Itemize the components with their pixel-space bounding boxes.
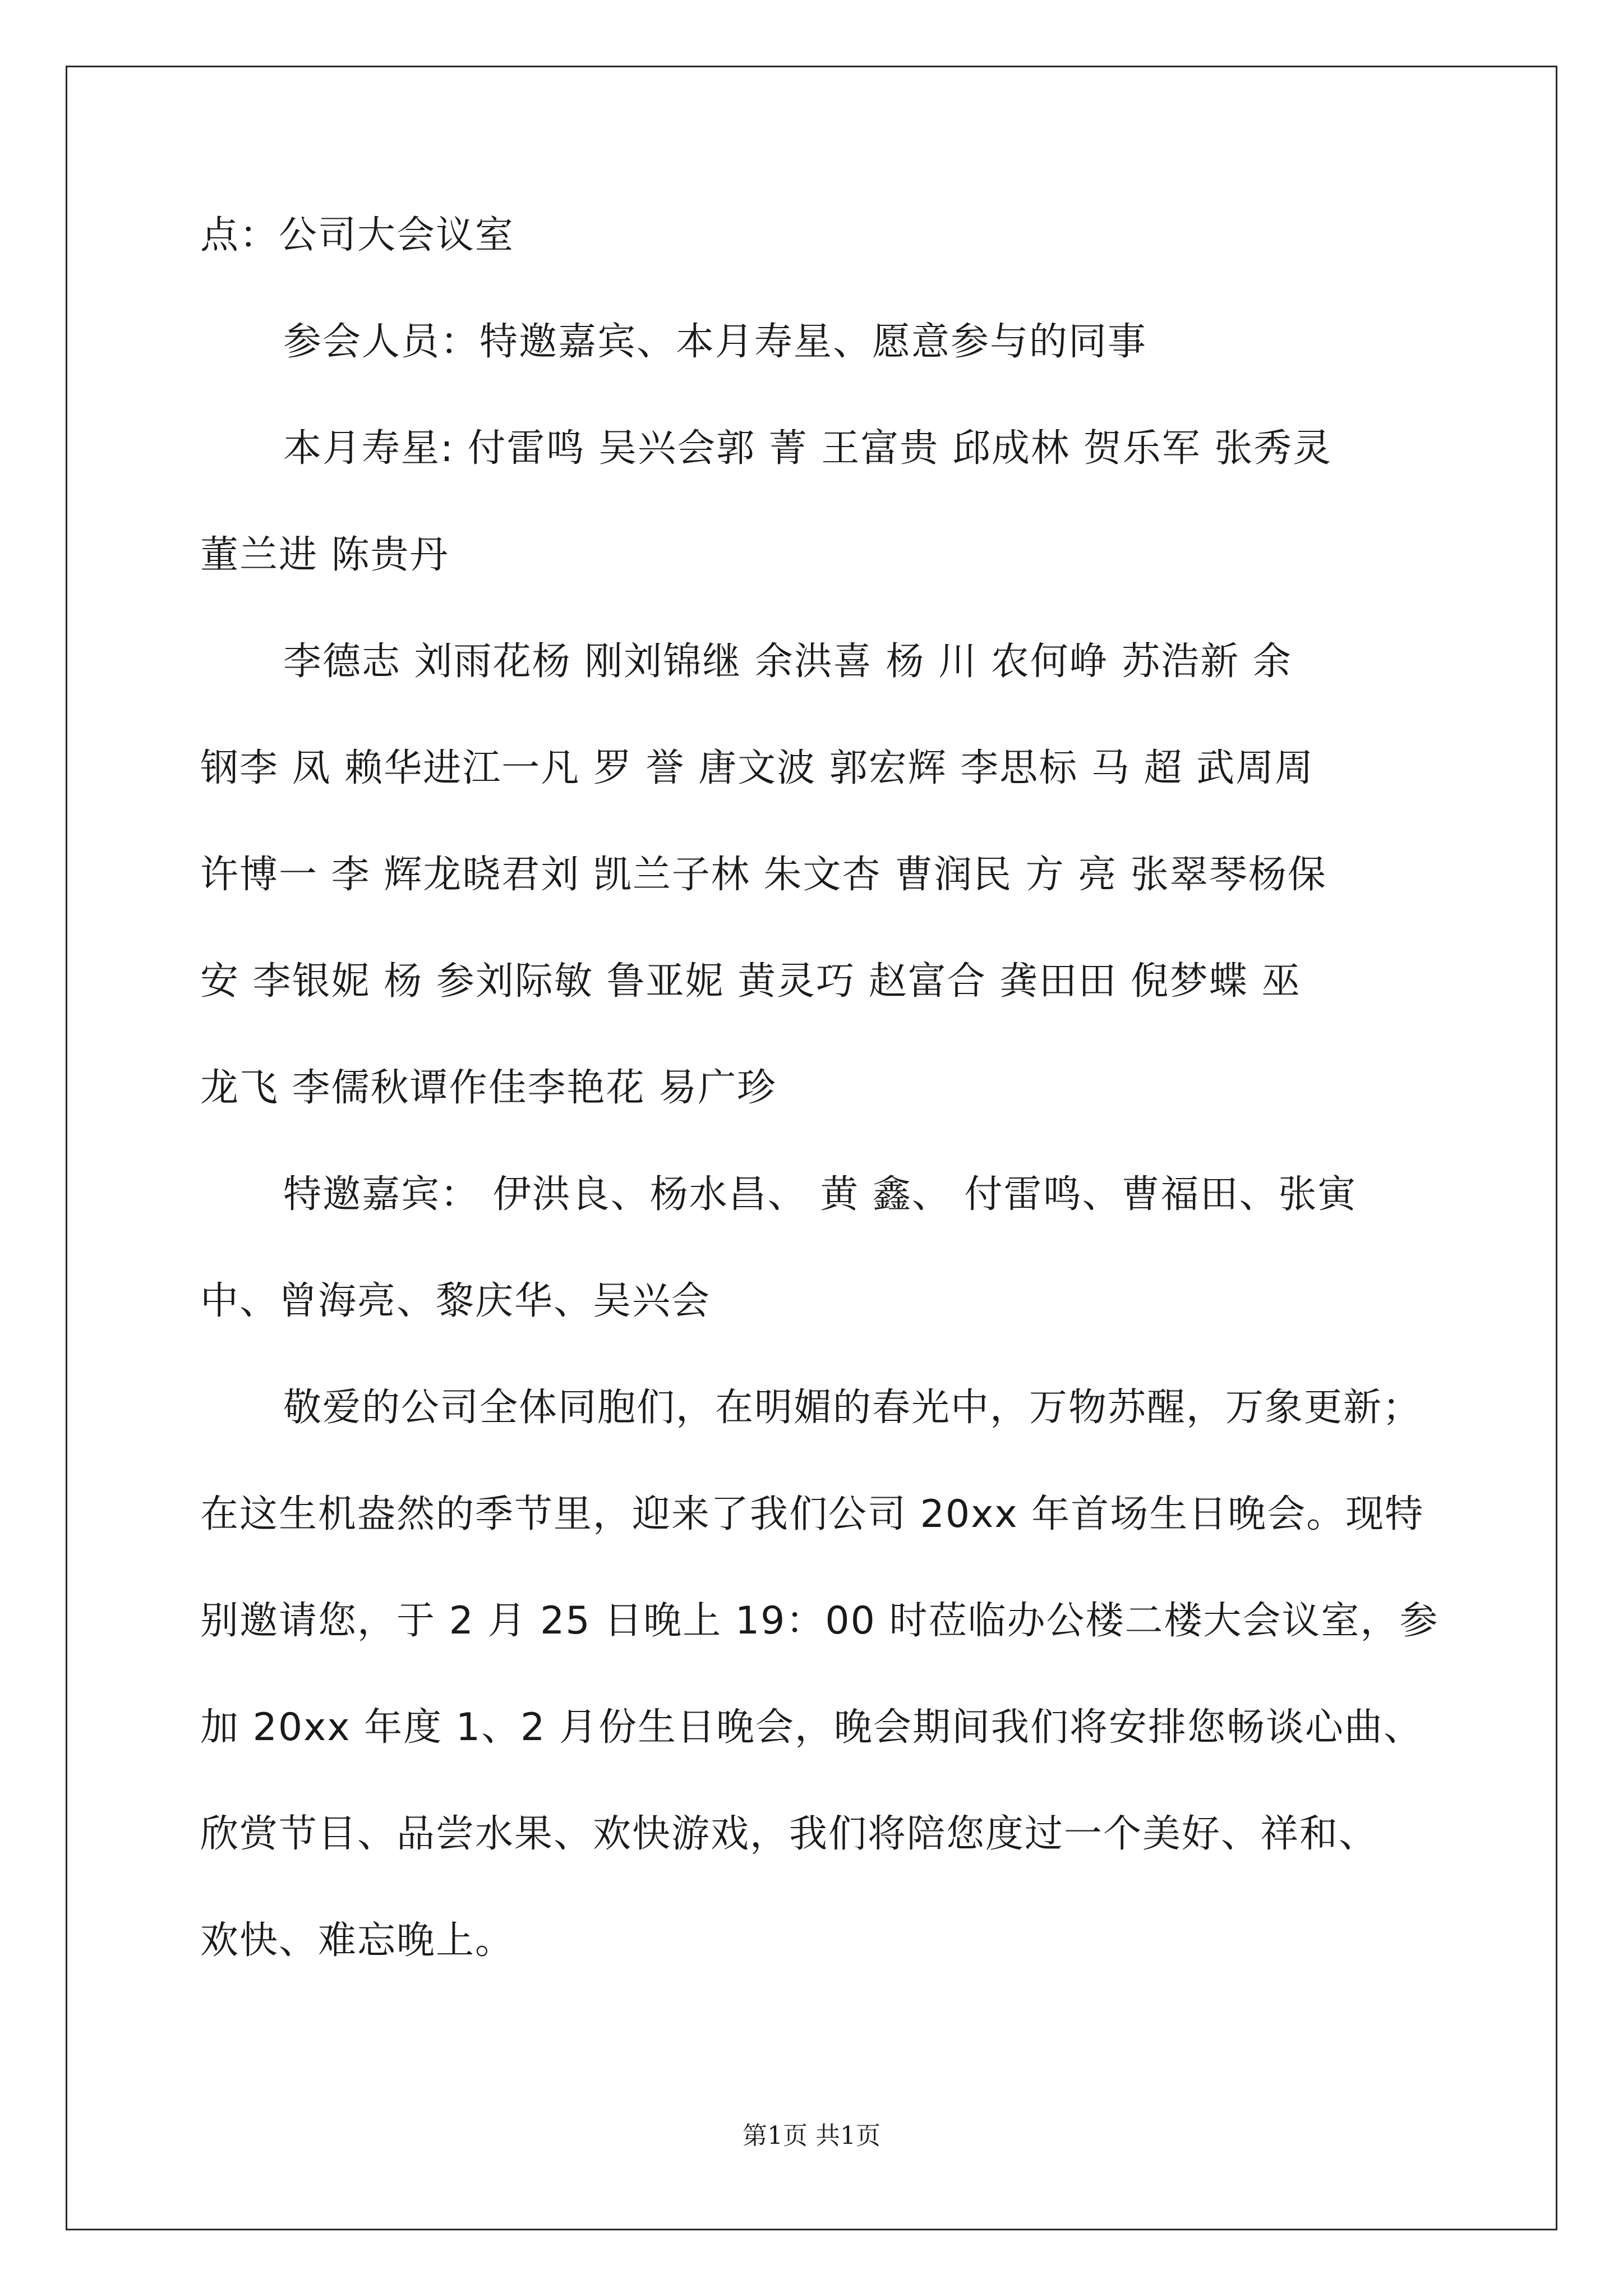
invitation-line-5: 欣赏节目、品尝水果、欢快游戏，我们将陪您度过一个美好、祥和、 bbox=[200, 1812, 1378, 1856]
invitation-line-3: 别邀请您，于 2 月 25 日晚上 19：00 时莅临办公楼二楼大会议室，参 bbox=[200, 1599, 1439, 1643]
invitation-line-4: 加 20xx 年度 1、2 月份生日晚会，晚会期间我们将安排您畅谈心曲、 bbox=[200, 1705, 1423, 1750]
invitation-line-6: 欢快、难忘晚上。 bbox=[200, 1918, 515, 1963]
birthday-stars-continued: 董兰进 陈贵丹 bbox=[200, 533, 449, 577]
names-paragraph-line-1: 李德志 刘雨花杨 刚刘锦继 余洪喜 杨 川 农何峥 苏浩新 余 bbox=[283, 639, 1292, 684]
attendees-line: 参会人员：特邀嘉宾、本月寿星、愿意参与的同事 bbox=[283, 320, 1147, 364]
special-guests-line: 特邀嘉宾： 伊洪良、杨水昌、 黄 鑫、 付雷鸣、曹福田、张寅 bbox=[283, 1172, 1357, 1217]
invitation-line-2: 在这生机盎然的季节里，迎来了我们公司 20xx 年首场生日晚会。现特 bbox=[200, 1492, 1424, 1536]
page-footer: 第1页 共1页 bbox=[743, 2122, 880, 2150]
page-border bbox=[66, 66, 1557, 2230]
location-line: 点：公司大会议室 bbox=[200, 213, 515, 257]
names-paragraph-line-4: 安 李银妮 杨 参刘际敏 鲁亚妮 黄灵巧 赵富合 龚田田 倪梦蝶 巫 bbox=[200, 959, 1301, 1004]
birthday-stars-line: 本月寿星: 付雷鸣 吴兴会郭 菁 王富贵 邱成林 贺乐军 张秀灵 bbox=[283, 426, 1332, 471]
invitation-line-1: 敬爱的公司全体同胞们，在明媚的春光中，万物苏醒，万象更新； bbox=[283, 1386, 1422, 1430]
names-paragraph-line-3: 许博一 李 辉龙晓君刘 凯兰子林 朱文杏 曹润民 方 亮 张翠琴杨保 bbox=[200, 853, 1327, 897]
names-paragraph-line-2: 钢李 凤 赖华进江一凡 罗 誉 唐文波 郭宏辉 李思标 马 超 武周周 bbox=[200, 746, 1315, 790]
special-guests-continued: 中、曾海亮、黎庆华、吴兴会 bbox=[200, 1279, 711, 1323]
names-paragraph-line-5: 龙飞 李儒秋谭作佳李艳花 易广珍 bbox=[200, 1066, 777, 1110]
